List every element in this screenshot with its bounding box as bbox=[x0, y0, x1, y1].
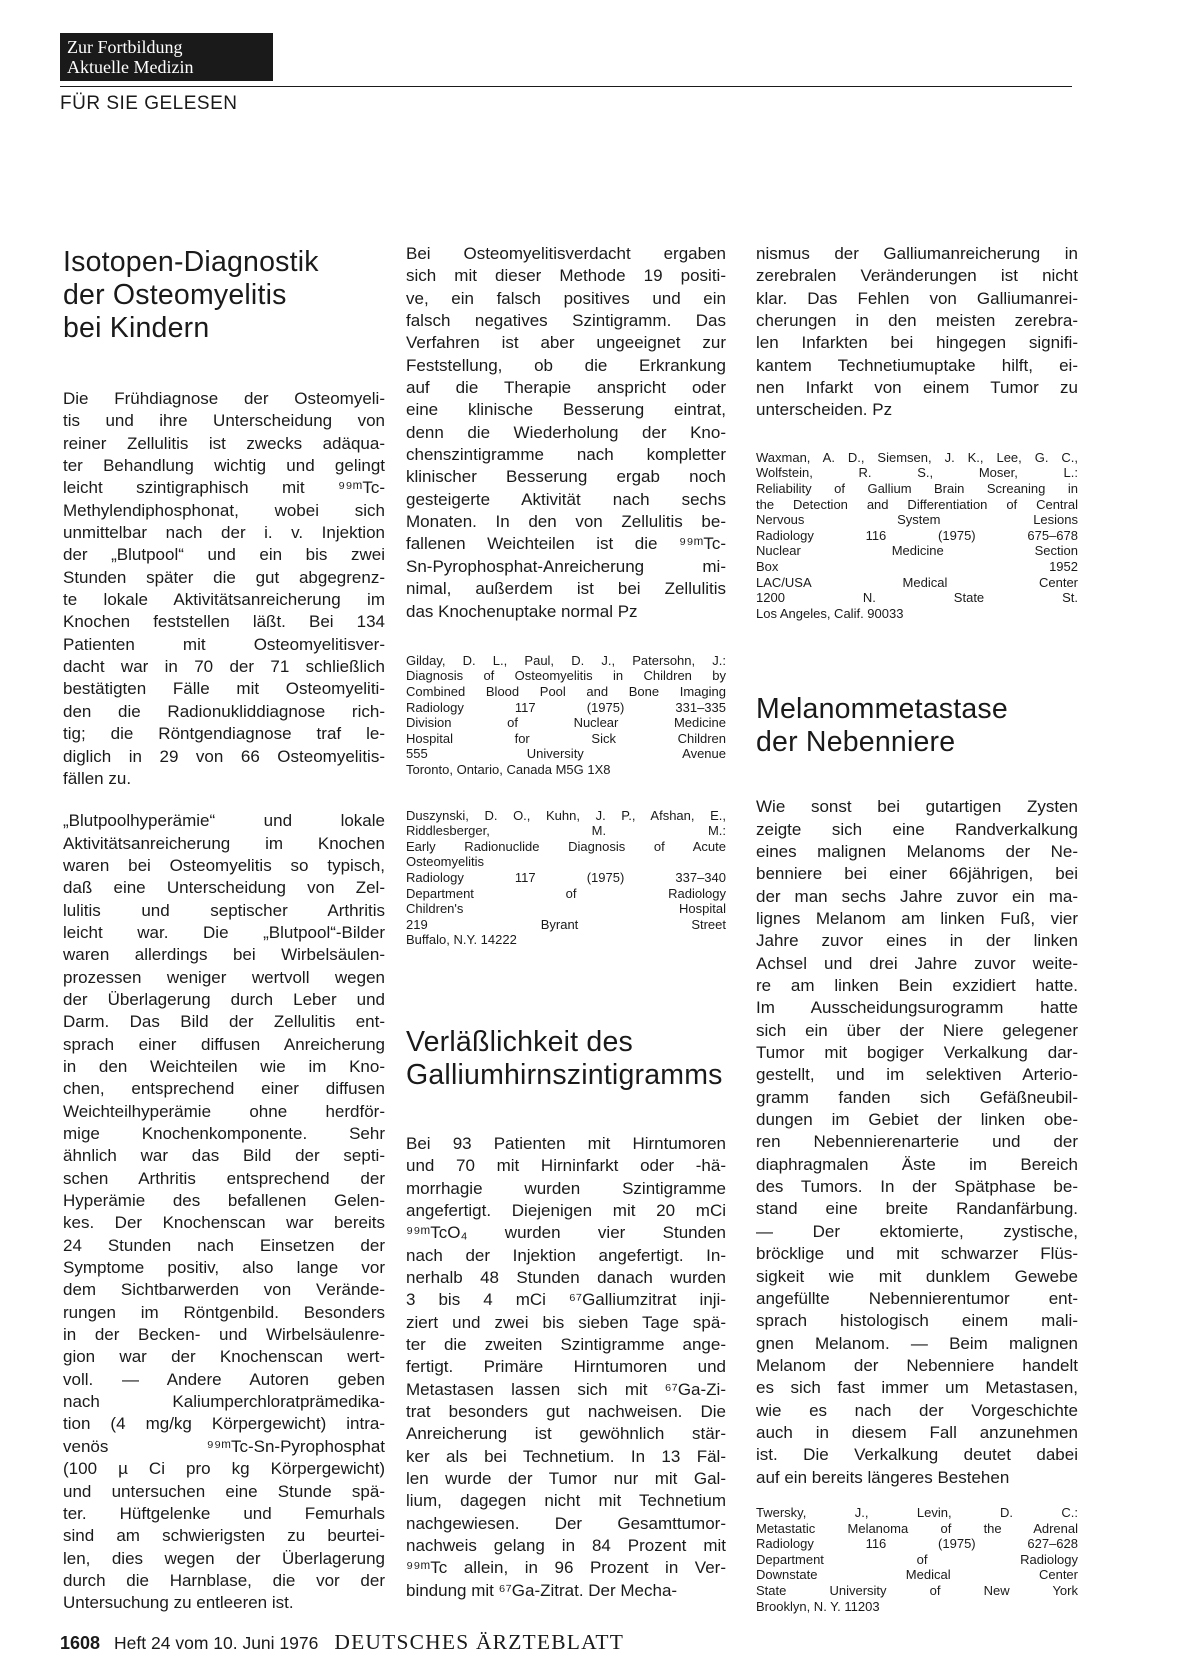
text-line: sind am schwierigsten zu beurtei- bbox=[63, 1526, 385, 1546]
title-line: Verläßlichkeit des bbox=[406, 1025, 633, 1058]
title-line: Melanommetastase bbox=[756, 693, 1008, 726]
text-line: leicht szintigraphisch mit ⁹⁹ᵐTc- bbox=[63, 478, 385, 498]
column-3 bbox=[756, 243, 1078, 1614]
text-line: rungen im Röntgenbild. Besonders bbox=[63, 1302, 385, 1322]
text-line: venös ⁹⁹ᵐTc-Sn-Pyrophosphat bbox=[63, 1436, 385, 1456]
text-line: klinischer Besserung ergab noch bbox=[406, 467, 726, 487]
journal-name: DEUTSCHES ÄRZTEBLATT bbox=[334, 1630, 625, 1654]
text-line: „Blutpoolhyperämie“ und lokale bbox=[63, 811, 385, 831]
text-line: te lokale Aktivitätsanreicherung im bbox=[63, 590, 385, 610]
title-line: der Nebenniere bbox=[756, 726, 956, 759]
text-line: Diagnosis of Osteomyelitis in Children by bbox=[406, 668, 726, 684]
text-line: cherungen in den meisten zerebra- bbox=[756, 311, 1078, 331]
text-line: daß eine Unterscheidung von Zel- bbox=[63, 878, 385, 898]
title-line: bei Kindern bbox=[63, 312, 210, 344]
text-line: 3 bis 4 mCi ⁶⁷Galliumzitrat inji- bbox=[406, 1290, 726, 1310]
section-label bbox=[60, 33, 273, 81]
text-line: mige Knochenkomponente. Sehr bbox=[63, 1124, 385, 1143]
section-line-2: Aktuelle Medizin bbox=[67, 57, 194, 77]
text-line: chen, entsprechend einer diffusen bbox=[63, 1079, 385, 1099]
text-line: ker als bei Technetium. In 13 Fäl- bbox=[406, 1446, 726, 1466]
paragraph bbox=[756, 796, 1078, 1489]
text-line: leicht war. Die „Blutpool“-Bilder bbox=[63, 922, 385, 942]
text-line: nimal, außerdem ist bei Zellulitis bbox=[406, 579, 726, 599]
text-line: Gilday, D. L., Paul, D. J., Patersohn, J.: bbox=[406, 652, 726, 668]
text-line: Hospital for Sick Children bbox=[406, 730, 726, 746]
text-line: chenszintigramme nach kompletter bbox=[406, 445, 726, 465]
title-line: Isotopen-Diagnostik bbox=[63, 246, 319, 278]
text-line: auf die Therapie anspricht oder bbox=[406, 378, 726, 398]
text-line: angefertigt. Diejenigen mit 20 mCi bbox=[406, 1200, 726, 1220]
title-line: Galliumhirnszintigramms bbox=[406, 1058, 723, 1091]
text-line: sich ein über der Niere gelegener bbox=[756, 1020, 1078, 1040]
text-line: Bei 93 Patienten mit Hirntumoren bbox=[406, 1133, 726, 1153]
text-line: tis und ihre Unterscheidung von bbox=[63, 411, 385, 431]
text-line: sprach histologisch einem mali- bbox=[756, 1311, 1078, 1331]
text-line: — Der ektomierte, zystische, bbox=[756, 1221, 1078, 1241]
text-line: Im Ausscheidungsurogramm hatte bbox=[756, 998, 1078, 1018]
text-line: Metastatic Melanoma of the Adrenal bbox=[756, 1520, 1078, 1536]
text-line: des Tumors. In der Spätphase be- bbox=[756, 1177, 1078, 1197]
text-line: Reliability of Gallium Brain Screaning in bbox=[756, 480, 1078, 496]
text-line: Jahre zuvor eines in der linken bbox=[756, 931, 1078, 951]
article-title-osteomyelitis bbox=[63, 246, 385, 345]
text-line: gestellt, und im selektiven Arterio- bbox=[756, 1065, 1078, 1085]
header-rule bbox=[60, 86, 1072, 87]
reference bbox=[756, 1505, 1078, 1614]
text-line: Buffalo, N.Y. 14222 bbox=[406, 932, 517, 948]
paragraph bbox=[406, 1133, 726, 1602]
text-line: schen Arthritis entsprechend der bbox=[63, 1168, 385, 1188]
text-line: Wie sonst bei gutartigen Zysten bbox=[756, 797, 1078, 817]
text-line: ziert und zwei bis sieben Tage spä- bbox=[406, 1312, 726, 1332]
paragraph bbox=[63, 810, 385, 1614]
text-line: Verfahren ist aber ungeeignet zur bbox=[406, 333, 726, 353]
text-line: es sich fast immer um Metastasen, bbox=[756, 1378, 1078, 1398]
text-line: lignes Melanom am linken Fuß, vier bbox=[756, 909, 1078, 928]
text-line: Anreicherung ist gewöhnlich stär- bbox=[406, 1424, 726, 1444]
text-line: auf ein bereits längeres Bestehen bbox=[756, 1467, 1010, 1487]
text-line: lulitis und septischer Arthritis bbox=[63, 900, 385, 920]
reference bbox=[756, 450, 1078, 622]
text-line: nach der Injektion angefertigt. In- bbox=[406, 1245, 726, 1265]
text-line: Knochen feststellen läßt. Bei 134 bbox=[63, 612, 385, 632]
text-line: dacht war in 70 der 71 schließlich bbox=[63, 657, 385, 677]
text-line: nach Kaliumperchloratprämedika- bbox=[63, 1392, 385, 1412]
text-line: sich mit dieser Methode 19 positi- bbox=[406, 266, 726, 286]
text-line: bindung mit ⁶⁷Ga-Zitrat. Der Mecha- bbox=[406, 1580, 678, 1600]
text-line: waren allerdings bei Wirbelsäulen- bbox=[63, 945, 385, 965]
text-line: dungen im Gebiet der linken obe- bbox=[756, 1110, 1078, 1130]
text-line: Tumor mit bogiger Verkalkung dar- bbox=[756, 1043, 1078, 1063]
article-title-melanom bbox=[756, 693, 1078, 759]
paragraph bbox=[756, 243, 1078, 422]
text-line: Bei Osteomyelitisverdacht ergaben bbox=[406, 244, 726, 263]
column-1 bbox=[63, 246, 385, 1615]
section-line-1: Zur Fortbildung bbox=[67, 37, 183, 57]
text-line: klar. Das Fehlen von Galliumanrei- bbox=[756, 288, 1078, 308]
text-line: LAC/USA Medical Center bbox=[756, 574, 1078, 590]
text-line: fällen zu. bbox=[63, 768, 132, 788]
text-line: kantem Technetiumuptake hilft, ei- bbox=[756, 355, 1078, 375]
text-line: fallenen Weichteilen ist die ⁹⁹ᵐTc- bbox=[406, 534, 726, 554]
text-line: ter die zweiten Szintigramme ange- bbox=[406, 1335, 726, 1355]
text-line: denn die Wiederholung der Kno- bbox=[406, 422, 726, 442]
text-line: the Detection and Differentiation of Central bbox=[756, 496, 1078, 512]
text-line: Nuclear Medicine Section bbox=[756, 543, 1078, 559]
text-line: Darm. Das Bild der Zellulitis ent- bbox=[63, 1012, 385, 1032]
paragraph bbox=[406, 243, 726, 623]
text-line: gion war der Knochenscan wert- bbox=[63, 1347, 385, 1367]
text-line: nen Infarkt von einem Tumor zu bbox=[756, 378, 1078, 398]
text-line: sigkeit wie mit dunklem Gewebe bbox=[756, 1266, 1078, 1286]
text-line: len Infarkten bei hingegen signifi- bbox=[756, 333, 1078, 353]
text-line: Melanom der Nebenniere handelt bbox=[756, 1355, 1078, 1375]
text-line: Patienten mit Osteomyelitisver- bbox=[63, 634, 385, 654]
kicker: FÜR SIE GELESEN bbox=[60, 93, 238, 114]
text-line: gramm fanden sich Gefäßneubil- bbox=[756, 1087, 1078, 1107]
text-line: das Knochenuptake normal Pz bbox=[406, 601, 638, 621]
text-line: Children's Hospital bbox=[406, 901, 726, 917]
text-line: ⁹⁹ᵐTc allein, in 96 Prozent in Ver- bbox=[406, 1558, 726, 1578]
text-line: zeigte sich eine Randverkalkung bbox=[756, 819, 1078, 839]
text-line: Nervous System Lesions bbox=[756, 512, 1078, 528]
text-line: tig; die Röntgendiagnose traf le- bbox=[63, 724, 385, 744]
text-line: voll. — Andere Autoren geben bbox=[63, 1369, 385, 1389]
text-line: Brooklyn, N. Y. 11203 bbox=[756, 1598, 880, 1614]
text-line: 555 University Avenue bbox=[406, 746, 726, 762]
text-line: bestätigten Fälle mit Osteomyeliti- bbox=[63, 679, 385, 699]
text-line: Weichteilhyperämie ohne herdför- bbox=[63, 1101, 385, 1121]
text-line: und 70 mit Hirninfarkt oder -hä- bbox=[406, 1156, 726, 1176]
text-line: wie es nach der Vorgeschichte bbox=[756, 1400, 1078, 1420]
text-line: angefüllte Nebennierentumor ent- bbox=[756, 1288, 1078, 1308]
title-line: der Osteomyelitis bbox=[63, 279, 287, 311]
text-line: kes. Der Knochenscan war bereits bbox=[63, 1213, 385, 1233]
text-line: nachgewiesen. Der Gesamttumor- bbox=[406, 1513, 726, 1533]
reference bbox=[406, 808, 726, 948]
text-line: nachweis gelang in 84 Prozent mit bbox=[406, 1536, 726, 1556]
text-line: unmittelbar nach der i. v. Injektion bbox=[63, 523, 385, 543]
text-line: tion (4 mg/kg Körpergewicht) intra- bbox=[63, 1414, 385, 1434]
text-line: diaphragmalen Äste im Bereich bbox=[756, 1154, 1078, 1174]
text-line: falsch negatives Szintigramm. Das bbox=[406, 311, 726, 331]
text-line: ist. Die Verkalkung deutet dabei bbox=[756, 1445, 1078, 1465]
text-line: ter. Hüftgelenke und Femurhals bbox=[63, 1503, 385, 1523]
page-number: 1608 bbox=[60, 1633, 101, 1653]
text-line: Symptome positiv, also lange vor bbox=[63, 1258, 385, 1278]
text-line: nismus der Galliumanreicherung in bbox=[756, 244, 1078, 263]
text-line: Box 1952 bbox=[756, 558, 1078, 574]
text-line: (100 µ Ci pro kg Körpergewicht) bbox=[63, 1459, 385, 1479]
text-line: Downstate Medical Center bbox=[756, 1567, 1078, 1583]
text-line: auch in diesem Fall anzunehmen bbox=[756, 1422, 1078, 1442]
text-line: len, dies wegen der Überlagerung bbox=[63, 1548, 385, 1568]
text-line: ter Behandlung wichtig und gelingt bbox=[63, 456, 385, 476]
text-line: Radiology 116 (1975) 627–628 bbox=[756, 1536, 1078, 1552]
text-line: Radiology 117 (1975) 337–340 bbox=[406, 869, 726, 885]
text-line: ren Nebennierenarterie und der bbox=[756, 1132, 1078, 1152]
text-line: Monaten. In den von Zellulitis be- bbox=[406, 512, 726, 532]
text-line: stand eine breite Randanfärbung. bbox=[756, 1199, 1078, 1219]
text-line: in der Becken- und Wirbelsäulenre- bbox=[63, 1325, 385, 1345]
text-line: ähnlich war das Bild der septi- bbox=[63, 1146, 385, 1166]
text-line: Toronto, Ontario, Canada M5G 1X8 bbox=[406, 762, 611, 777]
text-line: Department of Radiology bbox=[406, 885, 726, 901]
text-line: Riddlesberger, M. M.: bbox=[406, 823, 726, 839]
text-line: ve, ein falsch positives und ein bbox=[406, 288, 726, 308]
text-line: len wurde der Tumor nur mit Gal- bbox=[406, 1469, 726, 1489]
text-line: Wolfstein, R. S., Moser, L.: bbox=[756, 465, 1078, 481]
text-line: der Überlagerung durch Leber und bbox=[63, 989, 385, 1009]
text-line: State University of New York bbox=[756, 1582, 1078, 1598]
text-line: lium, dagegen nicht mit Technetium bbox=[406, 1491, 726, 1511]
text-line: dem Sichtbarwerden von Verände- bbox=[63, 1280, 385, 1300]
text-line: nerhalb 48 Stunden danach wurden bbox=[406, 1268, 726, 1287]
text-line: Radiology 117 (1975) 331–335 bbox=[406, 699, 726, 715]
text-line: eine klinische Besserung eintrat, bbox=[406, 400, 726, 420]
text-line: benniere bei einer 66jährigen, bei bbox=[756, 864, 1078, 884]
text-line: re am linken Bein exzidiert hatte. bbox=[756, 976, 1078, 996]
text-line: fertigt. Primäre Hirntumoren und bbox=[406, 1357, 726, 1377]
column-2 bbox=[406, 243, 726, 1602]
text-line: Early Radionuclide Diagnosis of Acute bbox=[406, 838, 726, 854]
text-line: in den Weichteilen wie im Kno- bbox=[63, 1056, 385, 1076]
text-line: ⁹⁹ᵐTcO₄ wurden vier Stunden bbox=[406, 1223, 726, 1243]
text-line: trat besonders gut nachweisen. Die bbox=[406, 1402, 726, 1422]
text-line: Die Frühdiagnose der Osteomyeli- bbox=[63, 389, 385, 408]
text-line: den die Radionukliddiagnose rich- bbox=[63, 701, 385, 721]
text-line: Aktivitätsanreicherung im Knochen bbox=[63, 833, 385, 853]
article-title-gallium bbox=[406, 1026, 726, 1092]
text-line: diglich in 29 von 66 Osteomyelitis- bbox=[63, 746, 385, 766]
text-line: Los Angeles, Calif. 90033 bbox=[756, 605, 904, 621]
text-line: unterscheiden. Pz bbox=[756, 400, 893, 420]
text-line: waren bei Osteomyelitis so typisch, bbox=[63, 855, 385, 875]
text-line: Methylendiphosphonat, wobei sich bbox=[63, 500, 385, 520]
text-line: Waxman, A. D., Siemsen, J. K., Lee, G. C., bbox=[756, 449, 1078, 465]
text-line: durch die Harnblase, die vor der bbox=[63, 1570, 385, 1590]
text-line: prozessen weniger wertvoll wegen bbox=[63, 967, 385, 987]
text-line: der „Blutpool“ und ein bis zwei bbox=[63, 545, 385, 565]
text-line: Osteomyelitis bbox=[406, 854, 485, 870]
text-line: reiner Zellulitis ist zwecks adäqua- bbox=[63, 433, 385, 453]
text-line: Radiology 116 (1975) 675–678 bbox=[756, 527, 1078, 543]
text-line: gesteigerte Aktivität nach sechs bbox=[406, 489, 726, 509]
text-line: Metastasen lassen sich mit ⁶⁷Ga-Zi- bbox=[406, 1379, 726, 1399]
text-line: bröcklige und mit schwarzer Flüs- bbox=[756, 1244, 1078, 1264]
text-line: Feststellung, ob die Erkrankung bbox=[406, 355, 726, 375]
text-line: Duszynski, D. O., Kuhn, J. P., Afshan, E., bbox=[406, 807, 726, 823]
text-line: eines malignen Melanoms der Ne- bbox=[756, 841, 1078, 861]
text-line: Achsel und drei Jahre zuvor weite- bbox=[756, 953, 1078, 973]
text-line: Stunden später die gut abgegrenz- bbox=[63, 567, 385, 587]
text-line: gnen Melanom. — Beim malignen bbox=[756, 1333, 1078, 1353]
text-line: Sn-Pyrophosphat-Anreicherung mi- bbox=[406, 556, 726, 576]
page-footer bbox=[60, 1630, 624, 1655]
text-line: Division of Nuclear Medicine bbox=[406, 715, 726, 731]
text-line: Department of Radiology bbox=[756, 1551, 1078, 1567]
text-line: Hyperämie des befallenen Gelen- bbox=[63, 1191, 385, 1211]
text-line: und untersuchen eine Stunde spä- bbox=[63, 1481, 385, 1501]
text-line: 1200 N. State St. bbox=[756, 590, 1078, 606]
text-line: Combined Blood Pool and Bone Imaging bbox=[406, 684, 726, 700]
reference bbox=[406, 653, 726, 778]
text-line: 219 Byrant Street bbox=[406, 916, 726, 932]
text-line: der man sechs Jahre zuvor ein ma- bbox=[756, 886, 1078, 906]
issue-info: Heft 24 vom 10. Juni 1976 bbox=[114, 1633, 319, 1653]
text-line: zerebralen Veränderungen ist nicht bbox=[756, 266, 1078, 286]
paragraph bbox=[63, 388, 385, 790]
text-line: Untersuchung zu entleeren ist. bbox=[63, 1593, 294, 1613]
text-line: morrhagie wurden Szintigramme bbox=[406, 1178, 726, 1198]
text-line: Twersky, J., Levin, D. C.: bbox=[756, 1504, 1078, 1520]
text-line: 24 Stunden nach Einsetzen der bbox=[63, 1235, 385, 1255]
text-line: sprach einer diffusen Anreicherung bbox=[63, 1034, 385, 1054]
